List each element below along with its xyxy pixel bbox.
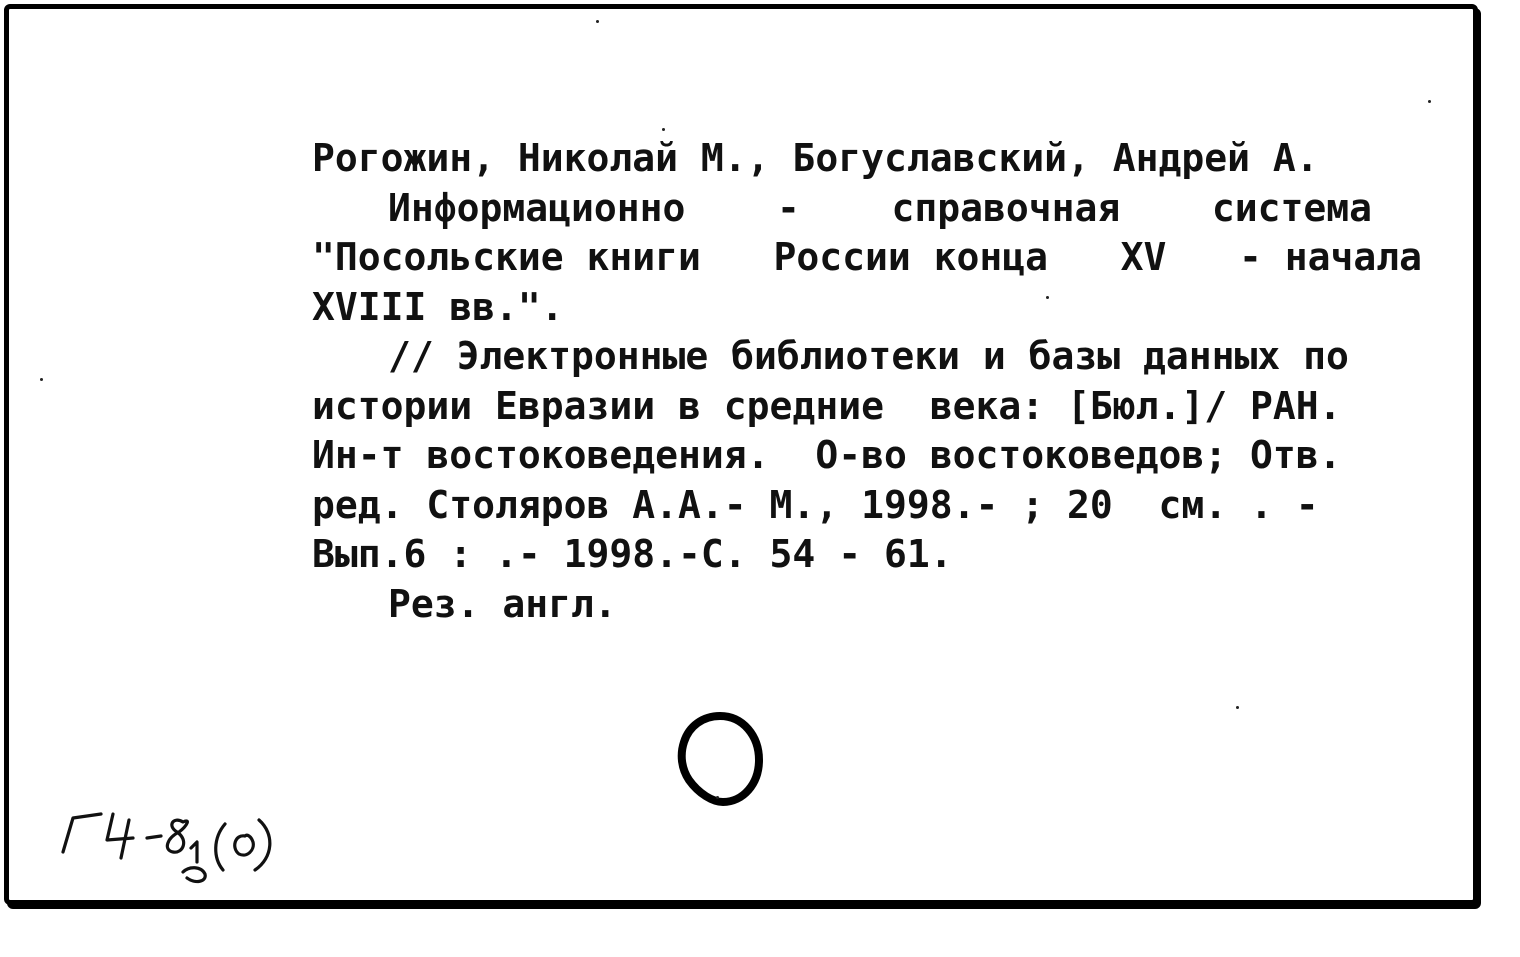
title-word: XV xyxy=(1120,235,1167,279)
scan-speck xyxy=(1236,706,1239,709)
title-word: - xyxy=(777,185,800,230)
title-word: России конца xyxy=(773,235,1049,279)
scan-speck xyxy=(596,20,599,23)
authors-line: Рогожин, Николай М., Богуславский, Андрей А. xyxy=(312,136,1319,180)
source-line-2: истории Евразии в средние века: [Бюл.]/ РАН. xyxy=(312,383,1342,428)
source-line-5: Вып.6 : .- 1998.-С. 54 - 61. xyxy=(312,532,953,576)
summary-note: Рез. англ. xyxy=(388,581,617,626)
title-line-2 xyxy=(312,233,1422,283)
title-word: Информационно xyxy=(388,185,686,230)
bibliographic-entry xyxy=(312,134,1422,629)
title-word: система xyxy=(1211,185,1372,230)
scan-speck xyxy=(40,378,43,381)
scan-speck xyxy=(662,128,665,131)
handwritten-shelf-mark xyxy=(55,800,315,895)
title-line-3: XVIII вв.". xyxy=(312,284,564,329)
title-line-1 xyxy=(312,184,1422,234)
punch-hole xyxy=(677,710,763,806)
scan-speck xyxy=(716,796,719,799)
source-line-4: ред. Столяров А.А.- М., 1998.- ; 20 см. . - xyxy=(312,482,1319,527)
scan-speck xyxy=(1428,100,1431,103)
source-line-3: Ин-т востоковедения. О-во востоковедов; Отв. xyxy=(312,433,1342,477)
source-line-1: // Электронные библиотеки и базы данных по xyxy=(388,334,1349,378)
title-word: "Посольские книги xyxy=(312,235,701,279)
scan-speck xyxy=(1046,296,1049,299)
title-word: - начала xyxy=(1238,235,1422,279)
title-word: справочная xyxy=(891,185,1121,230)
